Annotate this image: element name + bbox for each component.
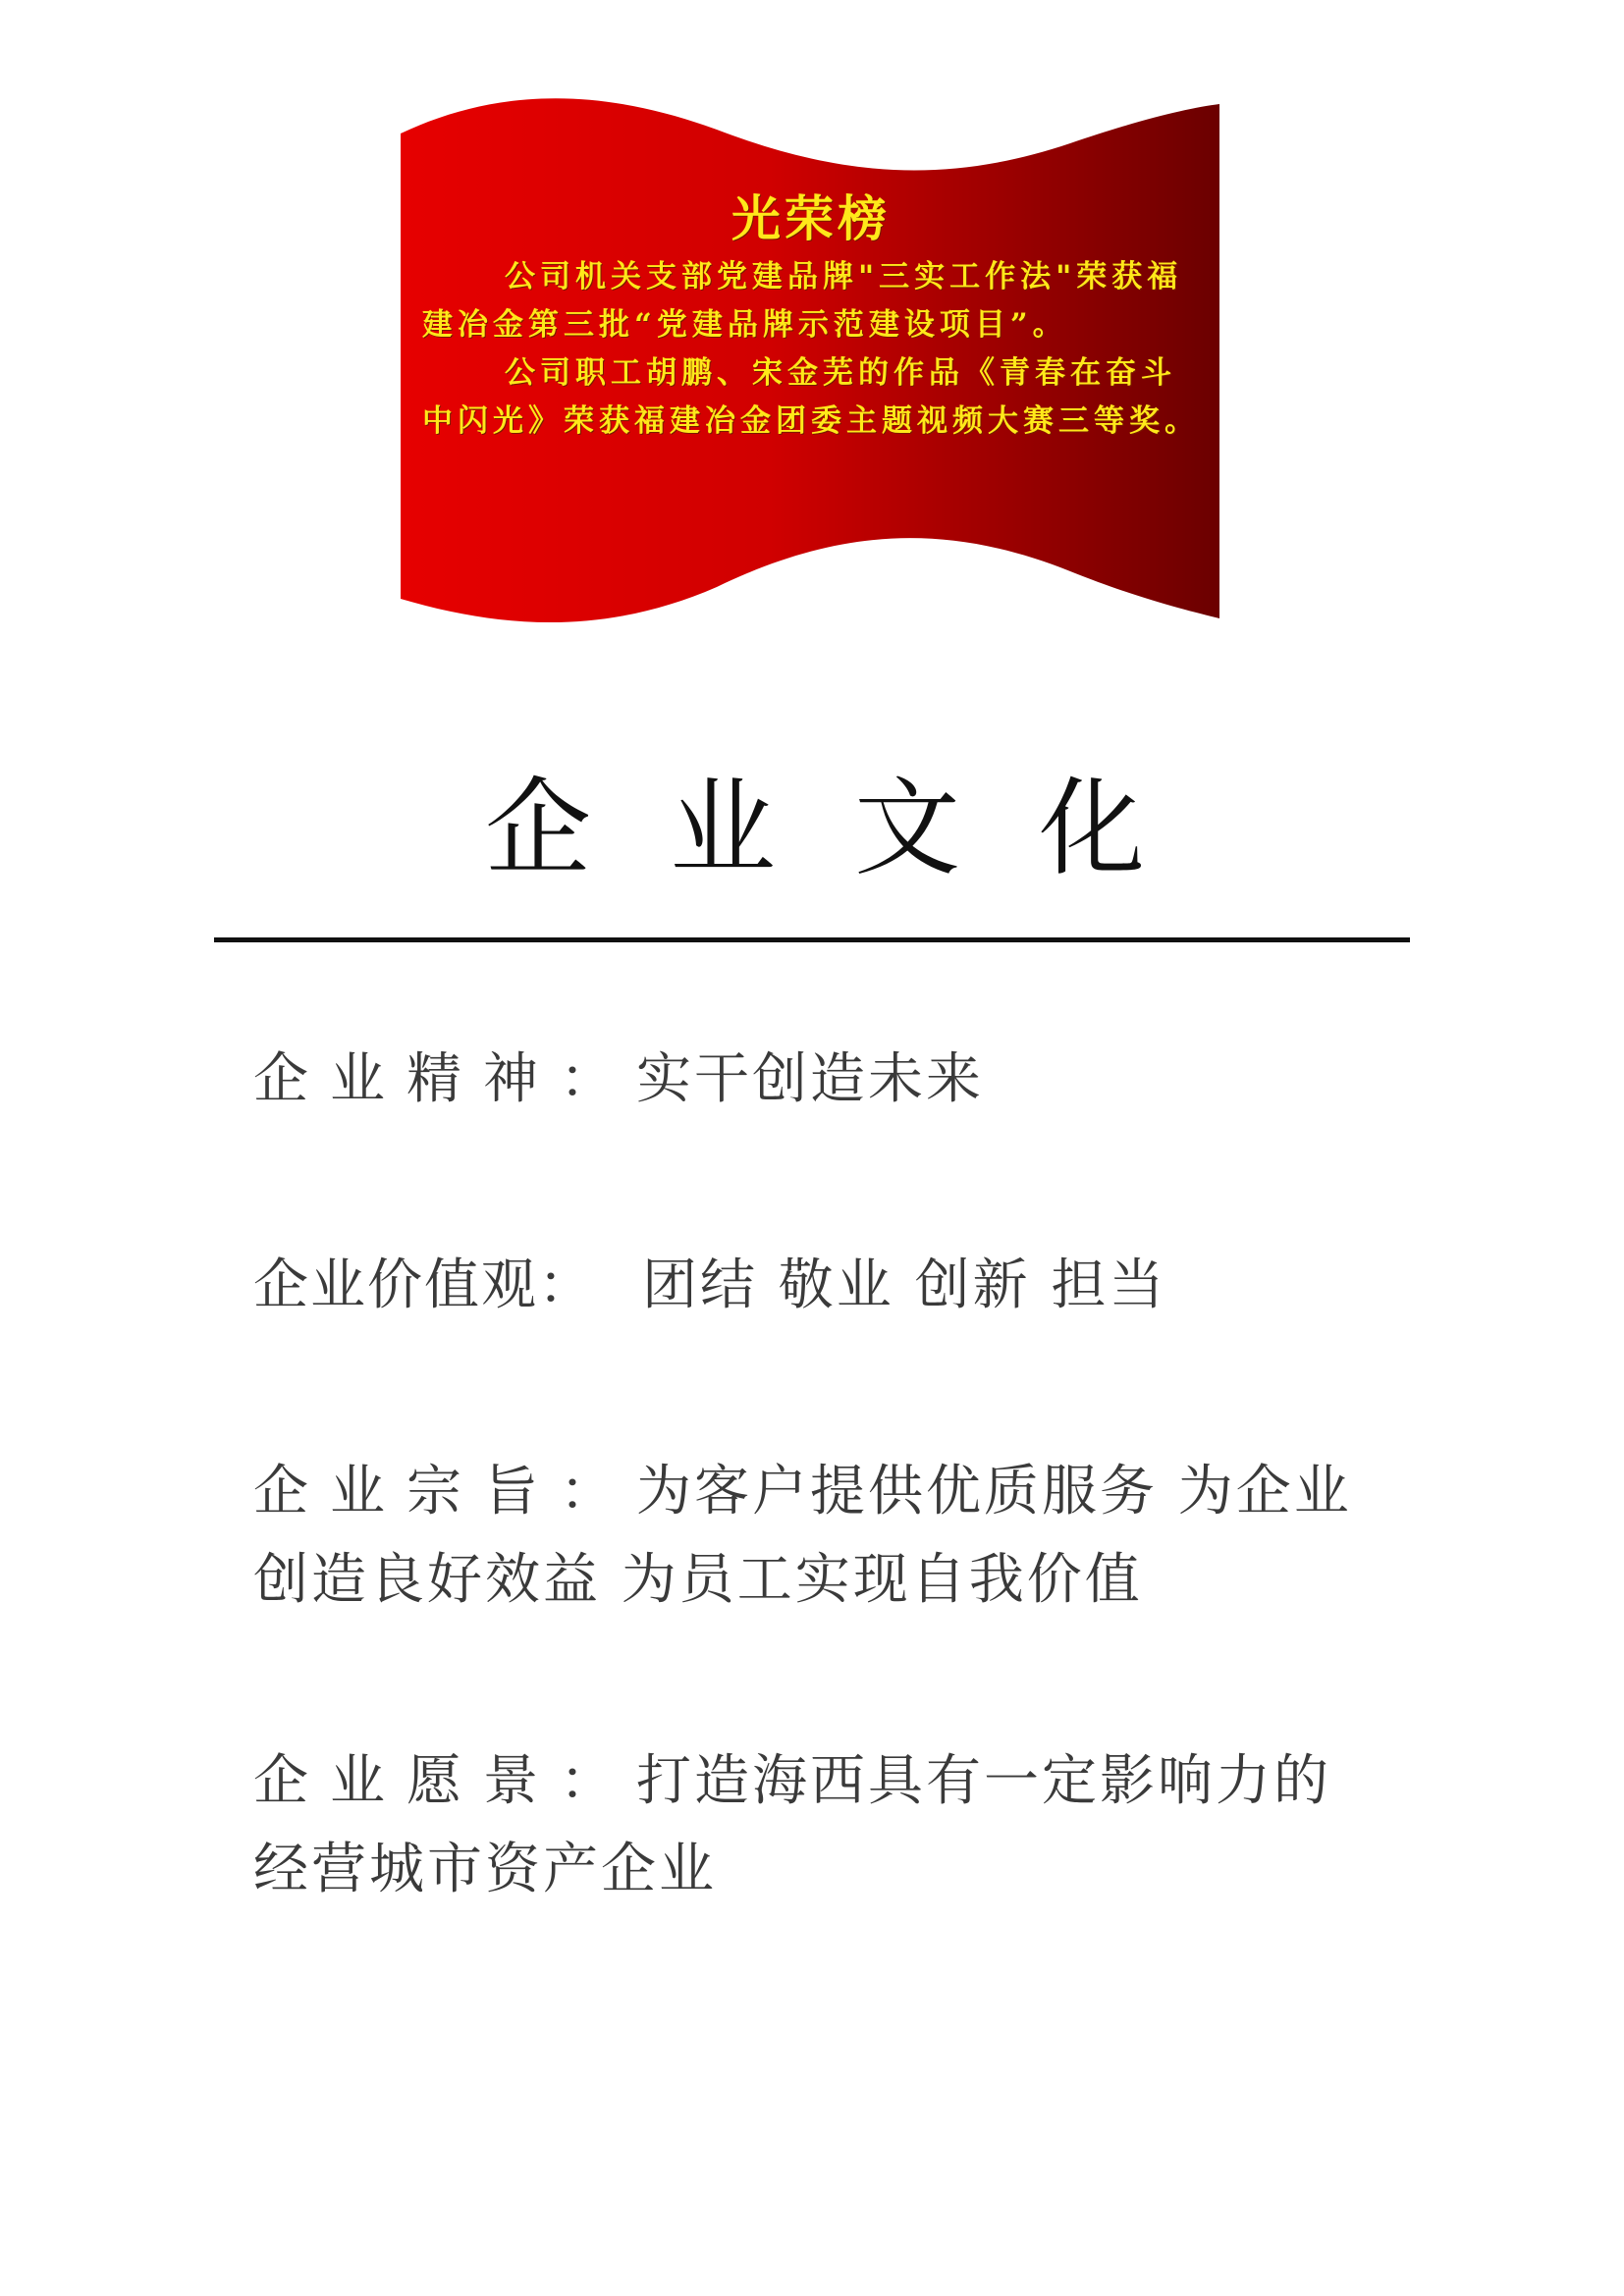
culture-item-vision <box>253 1737 1382 1914</box>
honor-banner-title: 光荣榜 <box>731 189 891 247</box>
culture-label-purpose: 企业宗旨： <box>253 1460 636 1523</box>
honor-banner <box>393 98 1227 638</box>
culture-value-vision: 打造海西具有一定影响力的经营城市资产企业 <box>253 1749 1331 1901</box>
honor-banner-text <box>422 188 1200 446</box>
culture-label-values: 企业价值观： <box>253 1254 595 1317</box>
culture-item-spirit <box>253 1036 1382 1124</box>
culture-label-spirit: 企业精神： <box>253 1047 636 1111</box>
title-divider <box>214 937 1410 942</box>
honor-paragraph-1: 公司机关支部党建品牌"三实工作法"荣获福建冶金第三批“党建品牌示范建设项目”。 <box>422 259 1183 343</box>
honor-paragraph-2: 公司职工胡鹏、宋金芜的作品《青春在奋斗中闪光》荣获福建冶金团委主题视频大赛三等奖。 <box>422 355 1200 439</box>
culture-item-values <box>253 1242 1382 1330</box>
culture-value-spirit: 实干创造未来 <box>636 1047 984 1111</box>
culture-item-purpose <box>253 1448 1382 1625</box>
page-title: 企业文化 <box>484 768 1223 890</box>
culture-label-vision: 企业愿景： <box>253 1749 636 1813</box>
culture-value-values: 团结 敬业 创新 担当 <box>642 1254 1167 1317</box>
culture-value-purpose: 为客户提供优质服务 为企业创造良好效益 为员工实现自我价值 <box>253 1460 1352 1612</box>
